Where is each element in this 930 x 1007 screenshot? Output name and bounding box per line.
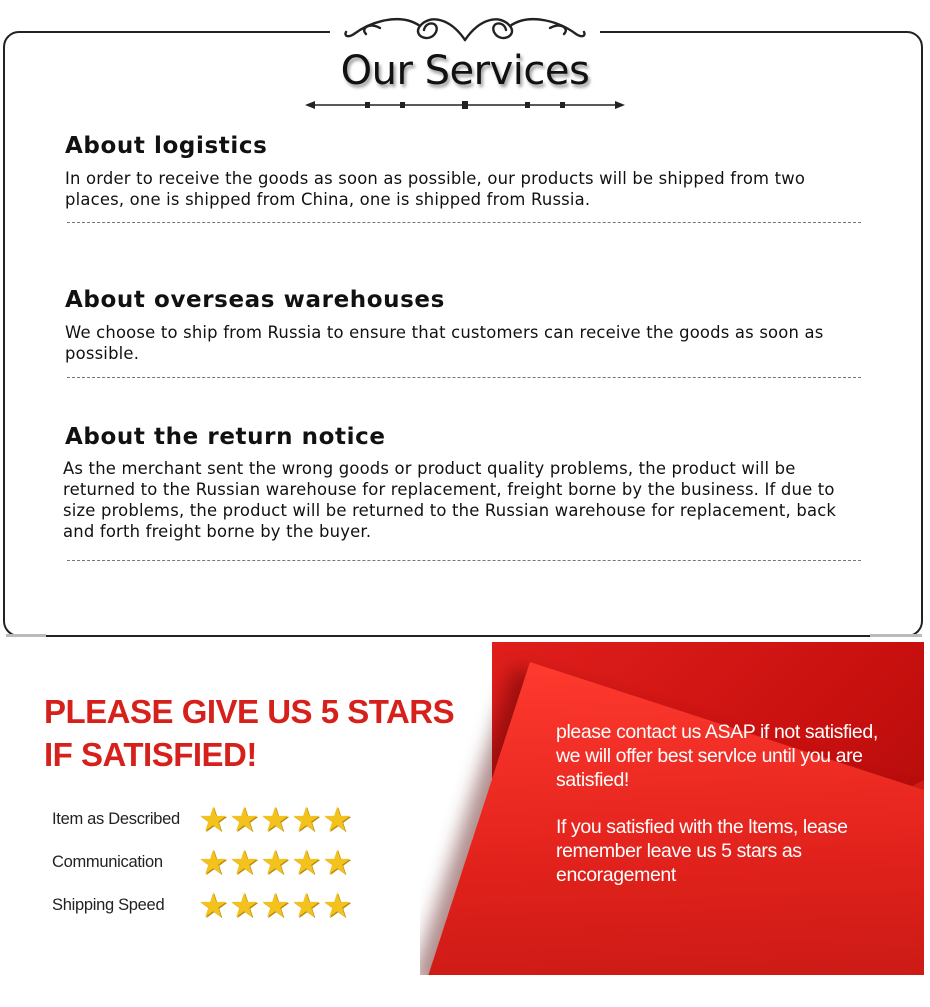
scroll-ornament-icon <box>340 8 590 48</box>
section-body: In order to receive the goods as soon as possible, our products will be shipped from two places, one is shipped from China, one is shipped from Russia. <box>65 169 806 209</box>
section-heading: About overseas warehouses <box>65 287 445 313</box>
contact-message: please contact us ASAP if not satisfied, we will offer best servlce until you are satisfied! <box>556 721 878 791</box>
five-star-plea: PLEASE GIVE US 5 STARS IF SATISFIED! <box>44 693 455 773</box>
star-icon: ★ <box>229 800 260 840</box>
dashed-divider <box>67 377 861 378</box>
star-icon: ★ <box>291 843 322 883</box>
star-icon: ★ <box>322 800 353 840</box>
star-icon: ★ <box>198 886 229 926</box>
section-body: We choose to ship from Russia to ensure that customers can receive the goods as soon as possible. <box>65 323 824 363</box>
card-shadow <box>6 634 46 637</box>
section-return-notice <box>63 424 863 542</box>
rating-label: Shipping Speed <box>52 896 165 914</box>
red-box-image <box>420 642 924 975</box>
star-icon: ★ <box>260 843 291 883</box>
rating-label: Communication <box>52 853 163 871</box>
star-icon: ★ <box>291 800 322 840</box>
dashed-divider <box>67 222 861 223</box>
rating-banner <box>0 642 930 982</box>
section-body: As the merchant sent the wrong goods or product quality problems, the product will be returned to the Russian warehouse for replacement, freight borne by the business. If due to size problems, the product will be returned to the Russian warehouse for replacement, back and forth freight borne by the buyer. <box>63 459 837 541</box>
section-overseas-warehouses <box>65 287 865 364</box>
star-icon: ★ <box>260 886 291 926</box>
card-shadow <box>870 634 922 637</box>
star-icon: ★ <box>291 886 322 926</box>
divider-arrow-icon <box>305 98 625 112</box>
dashed-divider <box>67 560 861 561</box>
encouragement-message: If you satisfied with the ltems, lease remember leave us 5 stars as encoragement <box>556 816 848 886</box>
star-icon: ★ <box>198 843 229 883</box>
page-title: Our Services <box>340 48 590 94</box>
star-icon: ★ <box>260 800 291 840</box>
star-icon: ★ <box>229 886 260 926</box>
star-icon: ★ <box>322 843 353 883</box>
five-stars <box>198 843 353 883</box>
section-logistics <box>65 133 865 210</box>
section-heading: About logistics <box>65 133 268 159</box>
section-heading: About the return notice <box>65 424 386 450</box>
star-icon: ★ <box>322 886 353 926</box>
star-icon: ★ <box>229 843 260 883</box>
rating-label: Item as Described <box>52 810 180 828</box>
star-icon: ★ <box>198 800 229 840</box>
five-stars <box>198 800 353 840</box>
five-stars <box>198 886 353 926</box>
